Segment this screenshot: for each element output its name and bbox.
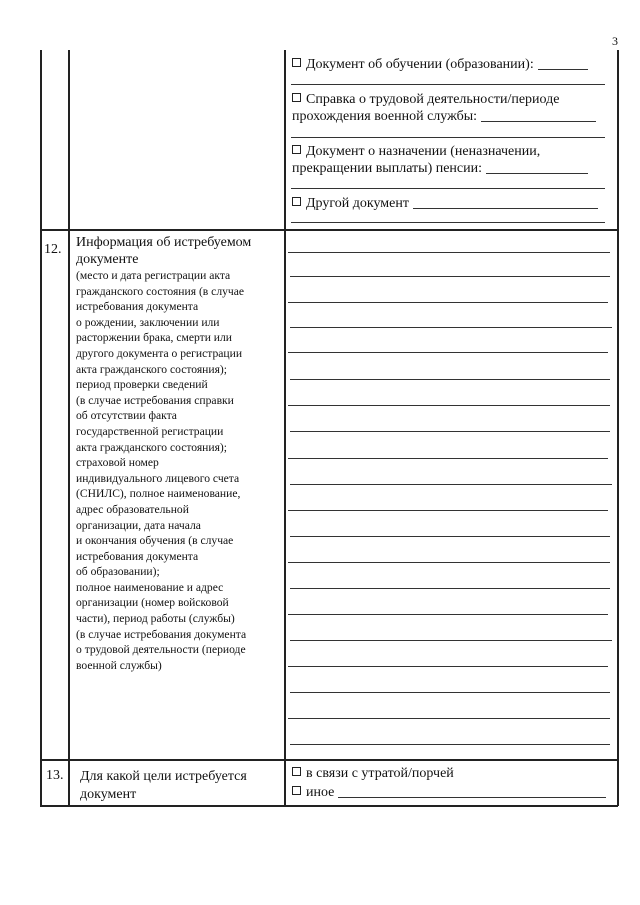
answer-line[interactable] — [288, 562, 610, 563]
checkbox[interactable] — [292, 58, 301, 67]
fill-line[interactable] — [481, 109, 596, 122]
description-line: истребования документа — [76, 549, 199, 563]
fill-line[interactable] — [291, 84, 605, 85]
row-12-description — [76, 268, 281, 673]
checkbox[interactable] — [292, 786, 301, 795]
description-line: об образовании); — [76, 565, 160, 579]
answer-line[interactable] — [288, 666, 608, 667]
description-line: организации (номер войсковой — [76, 596, 229, 610]
answer-line[interactable] — [290, 327, 612, 328]
description-line: части), период работы (службы) — [76, 612, 235, 626]
description-line: об отсутствии факта — [76, 409, 177, 423]
description-line: страховой номер — [76, 456, 159, 470]
row-number-13: 13. — [46, 768, 64, 783]
checkbox[interactable] — [292, 197, 301, 206]
checkbox[interactable] — [292, 767, 301, 776]
description-line: организации, дата начала — [76, 518, 201, 532]
answer-line[interactable] — [290, 640, 612, 641]
table-left-border — [40, 50, 42, 806]
description-line: (место и дата регистрации акта — [76, 269, 231, 282]
option-education-document[interactable]: Документ об обучении (образовании): — [292, 56, 588, 73]
answer-line[interactable] — [290, 744, 610, 745]
fill-line[interactable] — [291, 188, 605, 189]
description-line: акта гражданского состояния); — [76, 362, 228, 376]
fill-line[interactable] — [538, 57, 588, 70]
option-employment-certificate[interactable]: Справка о трудовой деятельности/периоде — [292, 91, 559, 108]
description-line: (СНИЛС), полное наименование, — [76, 487, 241, 501]
row-divider-13 — [40, 759, 618, 761]
answer-line[interactable] — [290, 431, 610, 432]
fill-line[interactable] — [291, 222, 605, 223]
answer-line[interactable] — [288, 302, 608, 303]
row-12-title: Информация об истребуемом документе — [76, 235, 252, 267]
description-line: государственной регистрации — [76, 424, 224, 438]
fill-line[interactable] — [338, 785, 606, 798]
answer-line[interactable] — [288, 352, 608, 353]
answer-line[interactable] — [290, 379, 610, 380]
answer-line[interactable] — [290, 588, 610, 589]
row-divider-12 — [40, 229, 618, 231]
answer-line[interactable] — [288, 718, 610, 719]
option-other[interactable]: иное — [292, 784, 606, 801]
description-line: (в случае истребования документа — [76, 627, 247, 641]
description-line: и окончания обучения (в случае — [76, 534, 234, 548]
description-line: военной службы) — [76, 658, 162, 672]
fill-line[interactable] — [486, 161, 588, 174]
description-line: акта гражданского состояния); — [76, 440, 228, 454]
description-line: другого документа о регистрации — [76, 346, 243, 360]
answer-line[interactable] — [288, 405, 610, 406]
answer-line[interactable] — [290, 692, 610, 693]
option-employment-certificate-line2: прохождения военной службы: — [292, 108, 596, 125]
description-line: индивидуального лицевого счета — [76, 471, 240, 485]
fill-line[interactable] — [413, 196, 598, 209]
answer-line[interactable] — [288, 614, 608, 615]
option-pension-document[interactable]: Документ о назначении (неназначении, — [292, 143, 540, 160]
answer-line[interactable] — [288, 458, 608, 459]
answer-line[interactable] — [288, 252, 610, 253]
description-line: гражданского состояния (в случае — [76, 284, 245, 298]
description-line: о рождении, заключении или — [76, 315, 220, 329]
description-line: полное наименование и адрес — [76, 580, 224, 594]
table-right-border — [617, 50, 619, 806]
row-number-12: 12. — [44, 242, 62, 257]
checkbox[interactable] — [292, 145, 301, 154]
description-line: о трудовой деятельности (периоде — [76, 643, 246, 657]
answer-line[interactable] — [288, 510, 608, 511]
fill-line[interactable] — [291, 137, 605, 138]
description-line: расторжении брака, смерти или — [76, 331, 232, 345]
page-number: 3 — [612, 34, 618, 48]
answer-line[interactable] — [290, 276, 610, 277]
table-value-column-border — [284, 50, 286, 806]
answer-line[interactable] — [290, 484, 612, 485]
option-pension-document-line2: прекращении выплаты) пенсии: — [292, 160, 588, 177]
checkbox[interactable] — [292, 93, 301, 102]
description-line: период проверки сведений — [76, 378, 208, 392]
description-line: адрес образовательной — [76, 502, 189, 516]
table-number-column-border — [68, 50, 70, 806]
answer-line[interactable] — [290, 536, 610, 537]
description-line: истребования документа — [76, 300, 199, 314]
option-other-document[interactable]: Другой документ — [292, 195, 598, 212]
table-bottom-border — [40, 805, 618, 807]
description-line: (в случае истребования справки — [76, 393, 234, 407]
row-13-title: Для какой цели истребуется документ — [80, 769, 247, 802]
option-lost-damaged[interactable]: в связи с утратой/порчей — [292, 765, 454, 782]
